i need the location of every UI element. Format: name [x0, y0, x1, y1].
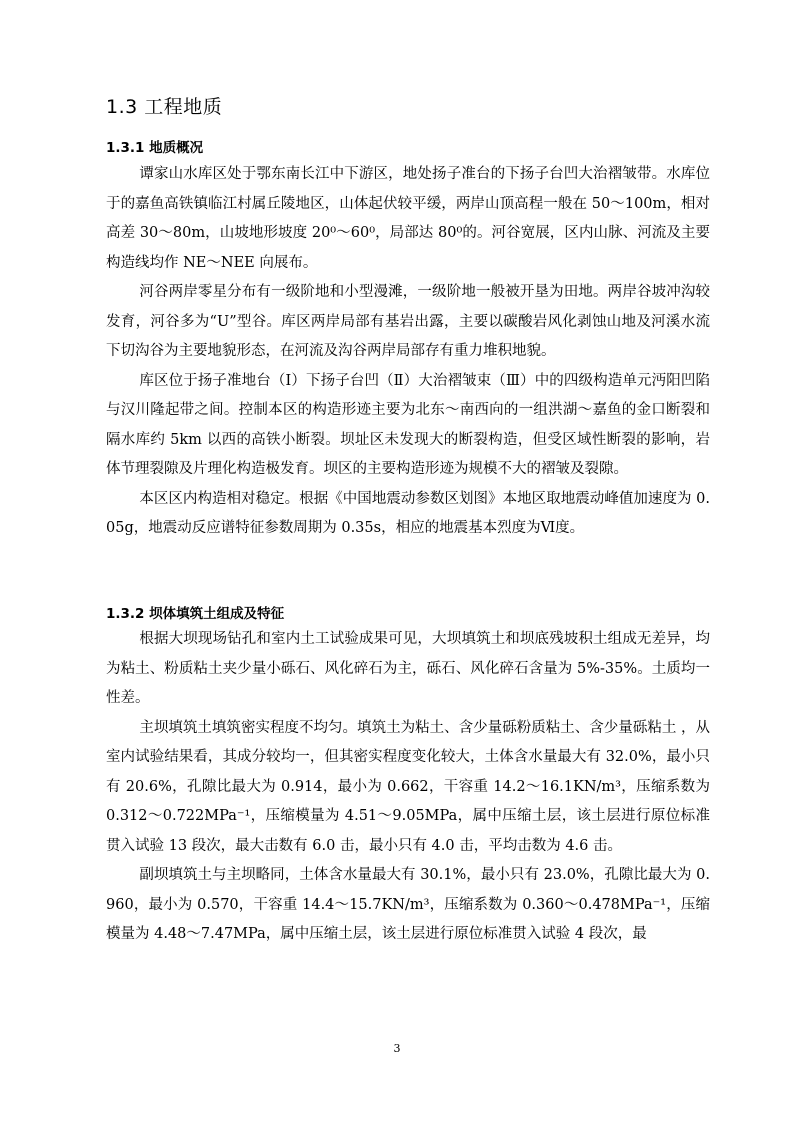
section-title: 1.3 工程地质 [106, 96, 223, 118]
page-number: 3 [393, 1042, 401, 1055]
paragraph: 库区位于扬子准地台（Ⅰ）下扬子台凹（Ⅱ）大治褶皱束（Ⅲ）中的四级构造单元沔阳凹陷与汉川隆起带之间。控制本区的构造形迹主要为北东～南西向的一组洪湖～嘉鱼的金口断裂和隔水库约 5km 以西的高铁小断裂。坝址区未发现大的断裂构造，但受区域性断裂的影响，岩体节理裂隙及片理化构造极发育。坝区的主要构造形迹为规模不大的褶皱及裂隙。 [106, 372, 710, 477]
paragraph: 谭家山水库区处于鄂东南长江中下游区，地处扬子准台的下扬子台凹大治褶皱带。水库位于的嘉鱼高铁镇临江村属丘陵地区，山体起伏较平缓，两岸山顶高程一般在 50～100m，相对高差 30～80m，山坡地形坡度 20⁰～60⁰，局部达 80⁰的。河谷宽展，区内山脉、河流及主要构造线均作 NE～NEE 向展布。 [106, 166, 710, 271]
subsection-title-dam-fill-soil: 1.3.2 坝体填筑土组成及特征 [106, 606, 285, 622]
dam-fill-soil-body [106, 625, 710, 950]
paragraph: 河谷两岸零星分布有一级阶地和小型漫滩，一级阶地一般被开垦为田地。两岸谷坡冲沟较发育，河谷多为“U”型谷。库区两岸局部有基岩出露，主要以碳酸岩风化剥蚀山地及河溪水流下切沟谷为主要地貌形态，在河流及沟谷两岸局部存有重力堆积地貌。 [106, 284, 710, 359]
paragraph: 本区区内构造相对稳定。根据《中国地震动参数区划图》本地区取地震动峰值加速度为 0.05g，地震动反应谱特征参数周期为 0.35s，相应的地震基本烈度为Ⅵ度。 [106, 490, 710, 536]
geology-overview-body [106, 160, 710, 544]
subsection-title-geology-overview: 1.3.1 地质概况 [106, 140, 204, 156]
paragraph: 主坝填筑土填筑密实程度不均匀。填筑土为粘土、含少量砾粉质粘土、含少量砾粘土 ，从室内试验结果看，其成分较均一，但其密实程度变化较大，土体含水量最大有 32.0%，最小只有 20.6%，孔隙比最大为 0.914，最小为 0.662，干容重 14.2～16.1KN/m³，压缩系数为 0.312～0.722MPa⁻¹，压缩模量为 4.51～9.05MPa，属中压缩土层，该土层进行原位标准贯入试验 13 段次，最大击数有 6.0 击，最小只有 4.0 击，平均击数为 4.6 击。 [106, 719, 710, 854]
paragraph: 副坝填筑土与主坝略同，土体含水量最大有 30.1%，最小只有 23.0%，孔隙比最大为 0.960，最小为 0.570，干容重 14.4～15.7KN/m³，压缩系数为 0.360～0.478MPa⁻¹，压缩模量为 4.48～7.47MPa，属中压缩土层，该土层进行原位标准贯入试验 4 段次，最 [106, 867, 710, 942]
paragraph: 根据大坝现场钻孔和室内土工试验成果可见，大坝填筑土和坝底残坡积土组成无差异，均为粘土、粉质粘土夹少量小砾石、风化碎石为主，砾石、风化碎石含量为 5%-35%。土质均一性差。 [106, 631, 710, 706]
